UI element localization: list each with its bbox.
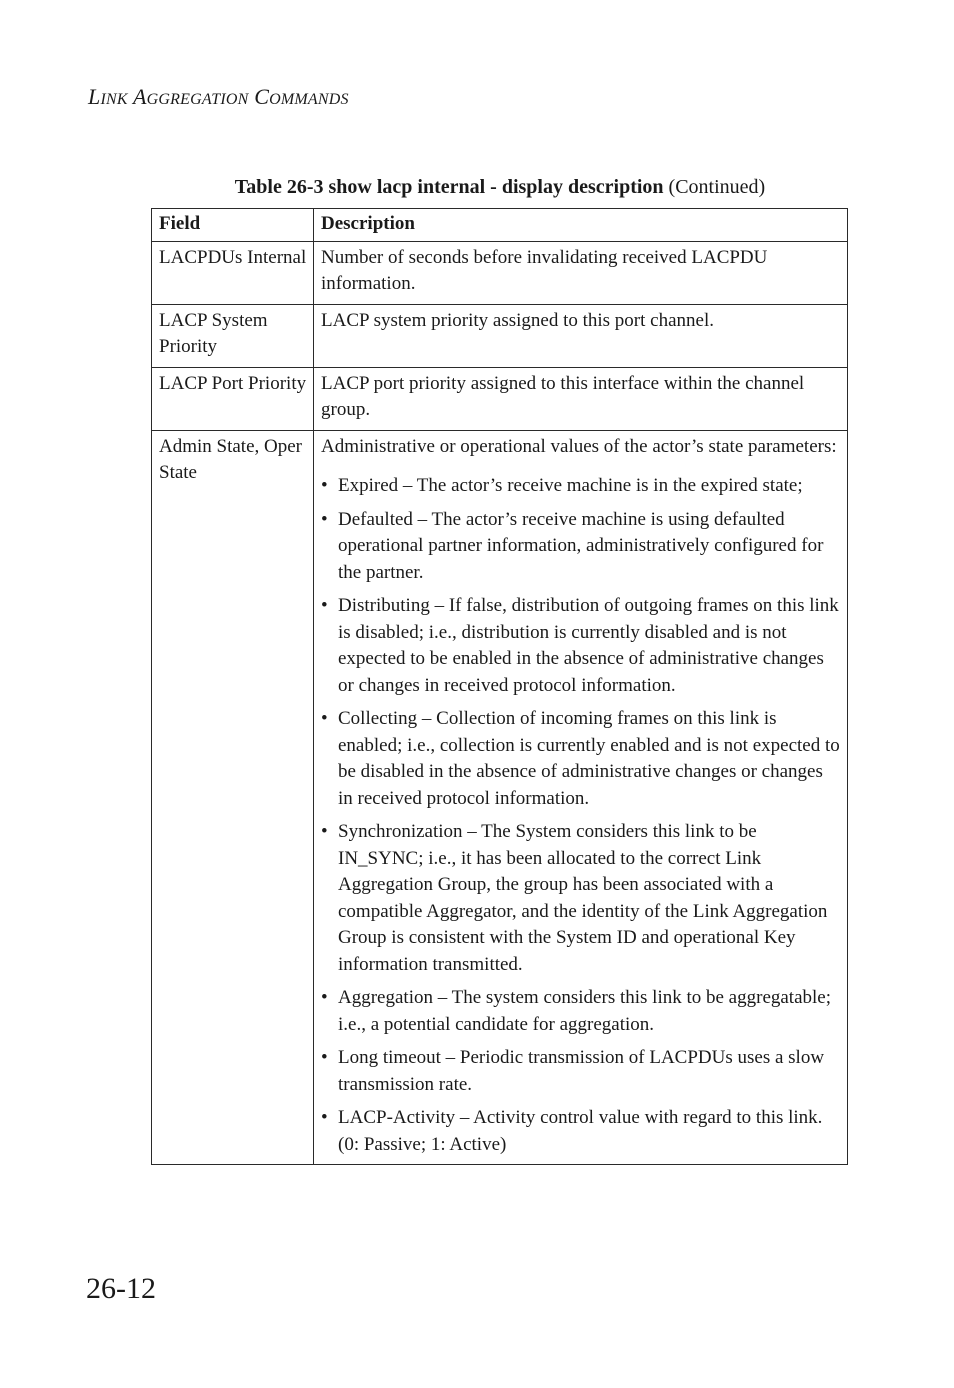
header-rest-2: GGREGATION bbox=[146, 91, 249, 108]
header-field: Field bbox=[152, 209, 314, 242]
bullet-icon: • bbox=[321, 595, 328, 616]
table-caption bbox=[152, 176, 848, 199]
list-item-text: Expired – The actor’s receive machine is in the expired state; bbox=[338, 475, 803, 496]
header-rest-3: OMMANDS bbox=[269, 91, 349, 108]
header-description: Description bbox=[314, 209, 848, 242]
list-item bbox=[321, 593, 841, 699]
list-item bbox=[321, 473, 841, 500]
list-item-text: Defaulted – The actor’s receive machine is using defaulted operational partner information, administratively configured for the partner. bbox=[338, 508, 824, 583]
list-item-text: Distributing – If false, distribution of outgoing frames on this link is disabled; i.e., distribution is currently disabled and is not expected to be enabled in the absence of administrative changes or changes in received protocol information. bbox=[338, 595, 839, 696]
list-item-text: LACP-Activity – Activity control value with regard to this link. (0: Passive; 1: Active) bbox=[338, 1107, 823, 1155]
table-header-row bbox=[152, 209, 848, 242]
description-intro: Administrative or operational values of the actor’s state parameters: bbox=[321, 435, 837, 457]
field-cell: LACP Port Priority bbox=[152, 367, 314, 430]
list-item bbox=[321, 1045, 841, 1098]
description-cell bbox=[314, 430, 848, 1165]
bullet-icon: • bbox=[321, 821, 328, 842]
table-row bbox=[152, 367, 848, 430]
field-cell: LACP System Priority bbox=[152, 304, 314, 367]
list-item bbox=[321, 985, 841, 1038]
description-cell: LACP system priority assigned to this port channel. bbox=[314, 304, 848, 367]
description-cell: Number of seconds before invalidating received LACPDU information. bbox=[314, 241, 848, 304]
list-item-text: Aggregation – The system considers this link to be aggregatable; i.e., a potential candidate for aggregation. bbox=[338, 987, 832, 1035]
table-row bbox=[152, 304, 848, 367]
page-number: 26-12 bbox=[86, 1272, 156, 1305]
list-item-text: Collecting – Collection of incoming frames on this link is enabled; i.e., collection is currently enabled and is not expected to be disabled in the absence of administrative changes or changes in received protocol information. bbox=[338, 708, 840, 809]
bullet-icon: • bbox=[321, 987, 328, 1008]
list-item-text: Long timeout – Periodic transmission of LACPDUs uses a slow transmission rate. bbox=[338, 1047, 825, 1095]
bullet-icon: • bbox=[321, 1047, 328, 1068]
caption-continued: (Continued) bbox=[663, 176, 766, 198]
bullet-icon: • bbox=[321, 508, 328, 530]
list-item bbox=[321, 1105, 841, 1158]
bullet-icon: • bbox=[321, 1107, 328, 1128]
list-item bbox=[321, 819, 841, 978]
field-cell: LACPDUs Internal bbox=[152, 241, 314, 304]
header-rest-1: INK bbox=[100, 91, 128, 108]
header-cap-2: A bbox=[133, 84, 147, 109]
state-parameter-list bbox=[321, 473, 841, 1158]
table-row bbox=[152, 430, 848, 1165]
description-table bbox=[151, 208, 848, 1165]
bullet-icon: • bbox=[321, 708, 328, 729]
field-cell: Admin State, Oper State bbox=[152, 430, 314, 1165]
caption-title: Table 26-3 show lacp internal - display description bbox=[234, 176, 664, 198]
table-row bbox=[152, 241, 848, 304]
list-item bbox=[321, 507, 841, 587]
bullet-icon: • bbox=[321, 475, 328, 496]
list-item bbox=[321, 706, 841, 812]
description-cell: LACP port priority assigned to this interface within the channel group. bbox=[314, 367, 848, 430]
running-header bbox=[88, 84, 349, 110]
header-cap-3: C bbox=[254, 84, 270, 109]
list-item-text: Synchronization – The System considers this link to be IN_SYNC; i.e., it has been allocated to the correct Link Aggregation Group, the group has been associated with a compatible Aggregator, and the identity of the Link Aggregation Group is consistent with the System ID and operational Key information transmitted. bbox=[338, 821, 828, 975]
header-cap-1: L bbox=[88, 84, 101, 109]
